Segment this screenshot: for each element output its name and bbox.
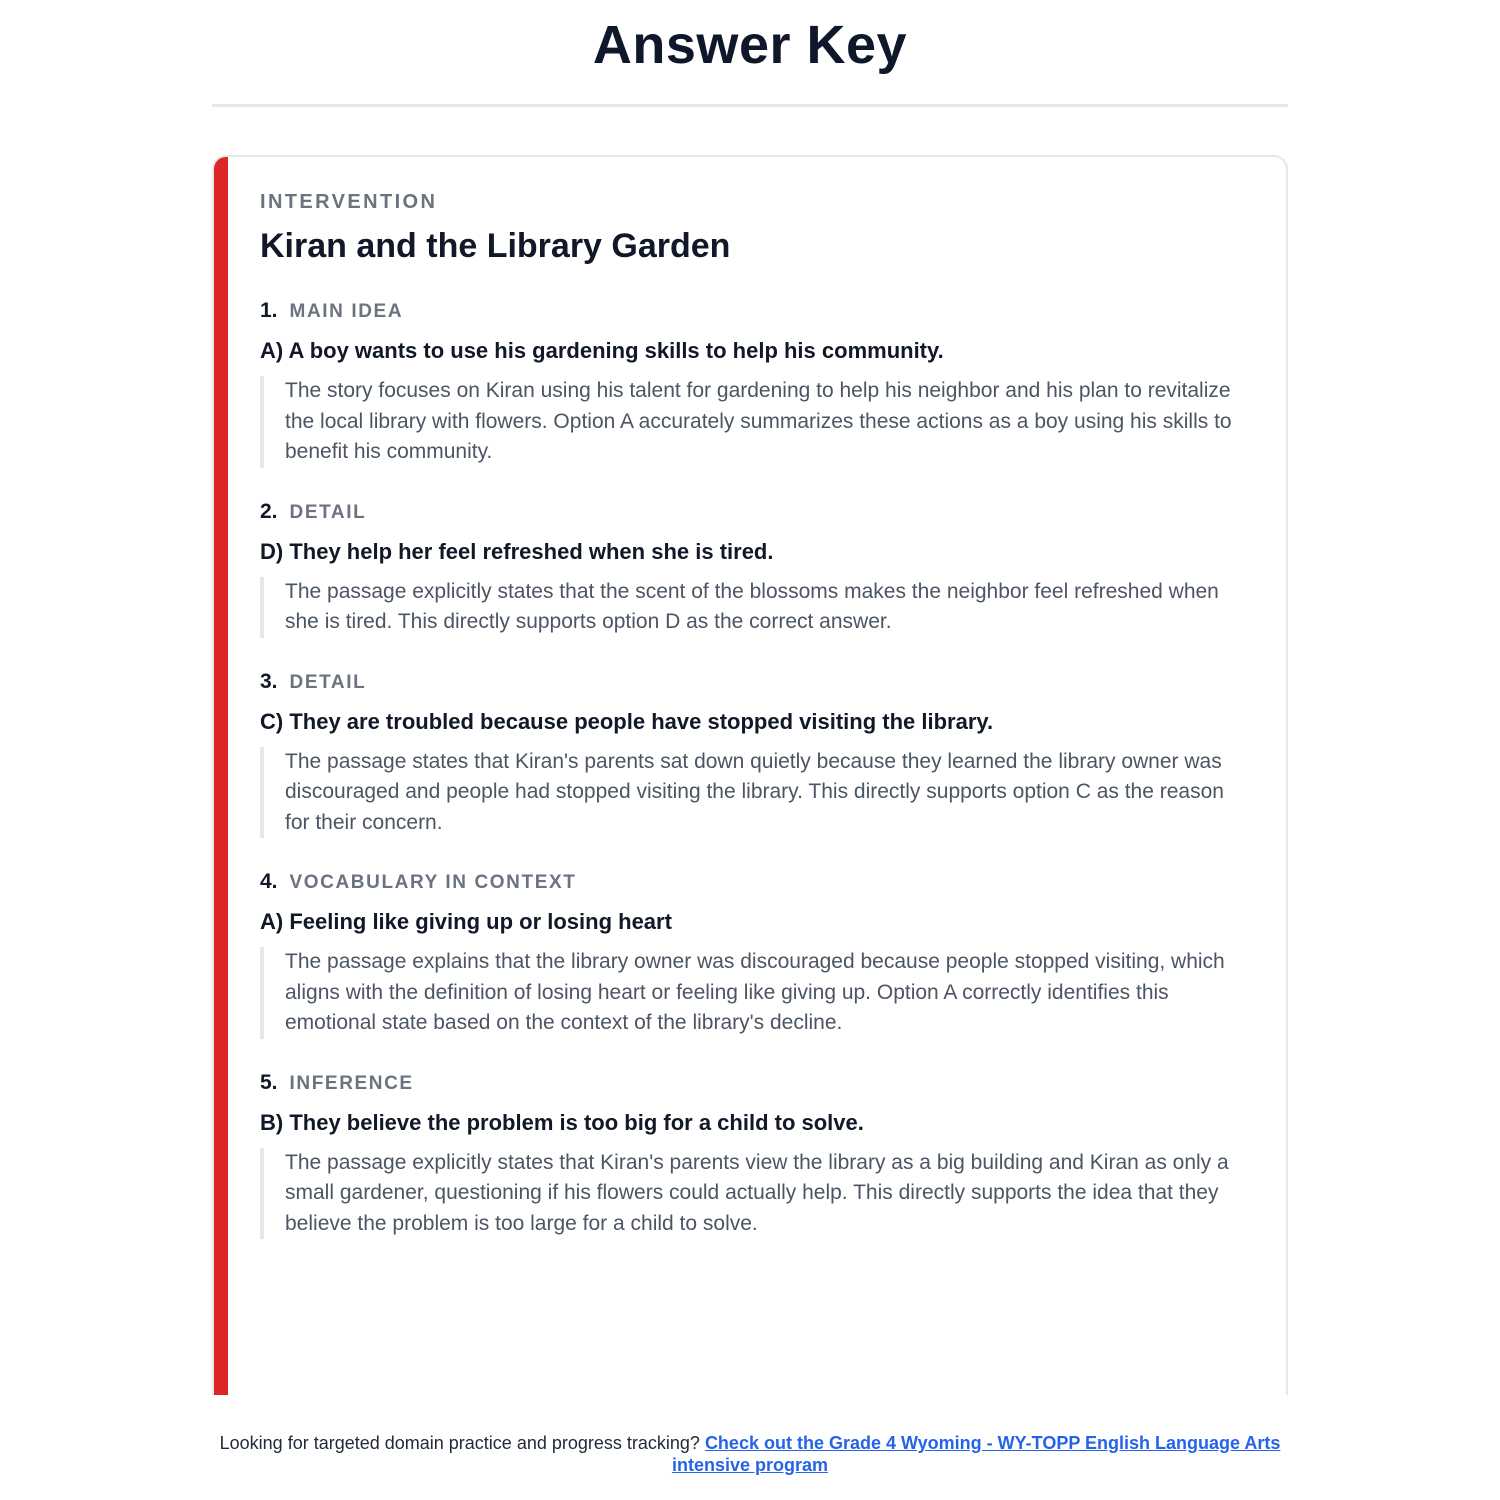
question-number: 2. [260, 499, 278, 523]
question-answer: A) Feeling like giving up or losing heart [260, 909, 672, 934]
question-explanation: The passage states that Kiran's parents sat down quietly because they learned the library owner was discouraged and people had stopped visiting the library. This directly supports option C as the reason for their concern. [260, 747, 1250, 839]
question-explanation: The passage explains that the library owner was discouraged because people stopped visiting, which aligns with the definition of losing heart or feeling like giving up. Option A correctly identifies this emotional state based on the context of the library's decline. [260, 947, 1250, 1039]
question-explanation: The passage explicitly states that Kiran's parents view the library as a big building and Kiran as only a small gardener, questioning if his flowers could actually help. This directly supports the idea that they believe the problem is too large for a child to solve. [260, 1148, 1250, 1240]
question-item [260, 297, 1250, 468]
footer-text: Looking for targeted domain practice and progress tracking? [219, 1433, 700, 1453]
question-number: 3. [260, 669, 278, 693]
question-answer: C) They are troubled because people have stopped visiting the library. [260, 708, 994, 734]
question-number: 1. [260, 299, 278, 322]
question-skill: VOCABULARY IN CONTEXT [289, 872, 577, 893]
question-item [260, 498, 1250, 638]
footer [212, 1432, 1288, 1476]
card-title: Kiran and the Library Garden [260, 227, 731, 265]
page-title: Answer Key [592, 15, 908, 75]
question-skill: DETAIL [289, 501, 367, 523]
question-explanation: The story focuses on Kiran using his talent for gardening to help his neighbor and his plan to revitalize the local library with flowers. Option A accurately summarizes these actions as a boy using his skills to benefit his community. [260, 376, 1250, 468]
question-number: 5. [260, 1070, 278, 1094]
question-answer: D) They help her feel refreshed when she is tired. [260, 538, 774, 564]
question-item [260, 668, 1250, 839]
program-link[interactable]: Check out the Grade 4 Wyoming - WY-TOPP English Language Arts intensive program [671, 1433, 1281, 1475]
question-explanation: The passage explicitly states that the scent of the blossoms makes the neighbor feel refreshed when she is tired. This directly supports option D as the correct answer. [260, 577, 1250, 638]
card-accent-bar [214, 157, 228, 1395]
answer-card [212, 155, 1288, 1395]
question-answer: B) They believe the problem is too big for a child to solve. [260, 1109, 864, 1135]
question-skill: INFERENCE [289, 1072, 414, 1094]
question-skill: MAIN IDEA [289, 301, 404, 322]
question-answer: A) A boy wants to use his gardening skills to help his community. [260, 338, 944, 363]
card-tag: INTERVENTION [260, 191, 438, 213]
card-body [260, 189, 1250, 1239]
question-skill: DETAIL [289, 671, 367, 693]
question-number: 4. [260, 870, 278, 893]
title-divider [212, 104, 1288, 107]
question-item [260, 1069, 1250, 1240]
question-item [260, 868, 1250, 1039]
